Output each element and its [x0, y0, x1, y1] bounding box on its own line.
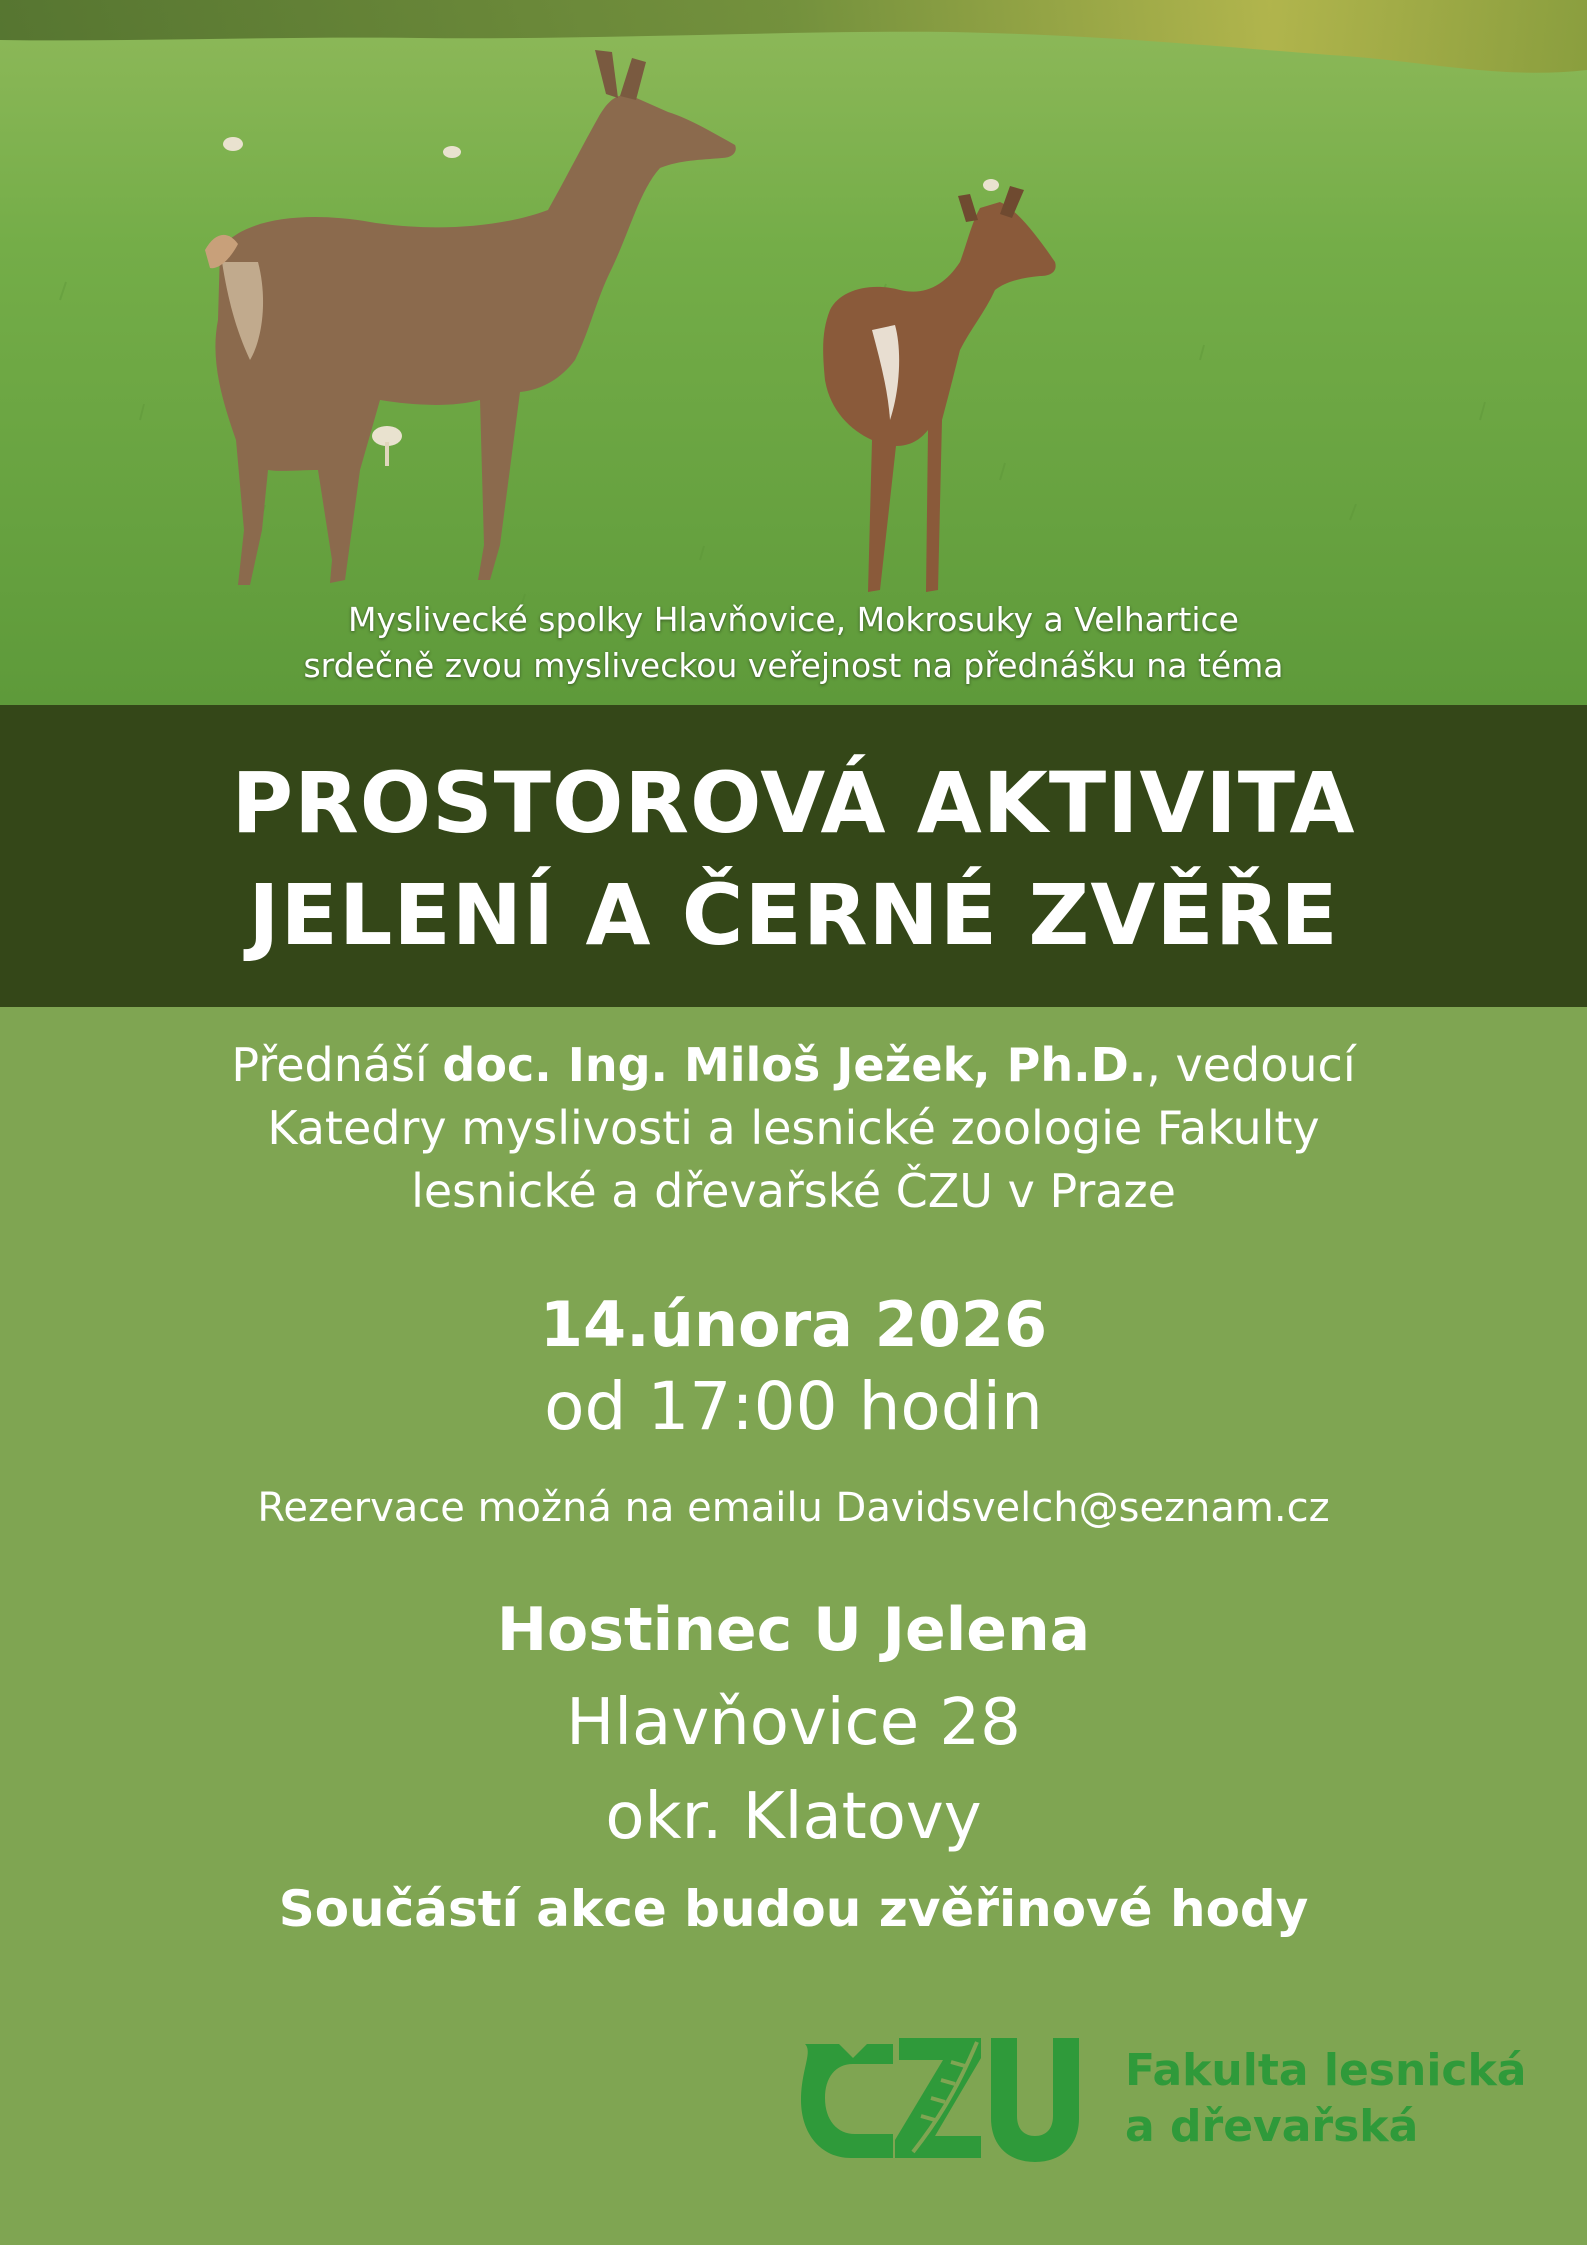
title-line-1: PROSTOROVÁ AKTIVITA	[231, 754, 1356, 852]
lecturer-name: doc. Ing. Miloš Ježek, Ph.D.	[442, 1038, 1147, 1092]
invite-line-2: srdečně zvou mysliveckou veřejnost na přednášku na téma	[303, 646, 1284, 685]
title-line-2: JELENÍ A ČERNÉ ZVĚŘE	[248, 866, 1339, 964]
lecturer-prefix: Přednáší	[231, 1038, 443, 1092]
venue-address: Hlavňovice 28	[566, 1686, 1021, 1760]
venue-district: okr. Klatovy	[605, 1780, 982, 1854]
deer-photo	[0, 0, 1587, 705]
event-time: od 17:00 hodin	[544, 1368, 1043, 1445]
lecturer-suffix: , vedoucí	[1146, 1038, 1356, 1092]
czu-logo	[795, 2024, 1085, 2172]
event-date: 14.února 2026	[539, 1288, 1048, 1361]
lecturer-line-2: Katedry myslivosti a lesnické zoologie Fakulty	[267, 1101, 1320, 1155]
reservation-note: Rezervace možná na emailu Davidsvelch@seznam.cz	[257, 1485, 1330, 1531]
feast-note: Součástí akce budou zvěřinové hody	[278, 1880, 1309, 1938]
lecturer-line-1	[0, 1035, 1587, 1095]
faculty-name-line-1: Fakulta lesnická	[1125, 2045, 1527, 2096]
faculty-name-line-2: a dřevařská	[1125, 2101, 1419, 2152]
lecturer-line-3: lesnické a dřevařské ČZU v Praze	[411, 1164, 1176, 1218]
venue-name: Hostinec U Jelena	[496, 1595, 1091, 1665]
invite-line-1: Myslivecké spolky Hlavňovice, Mokrosuky a Velhartice	[348, 600, 1239, 639]
